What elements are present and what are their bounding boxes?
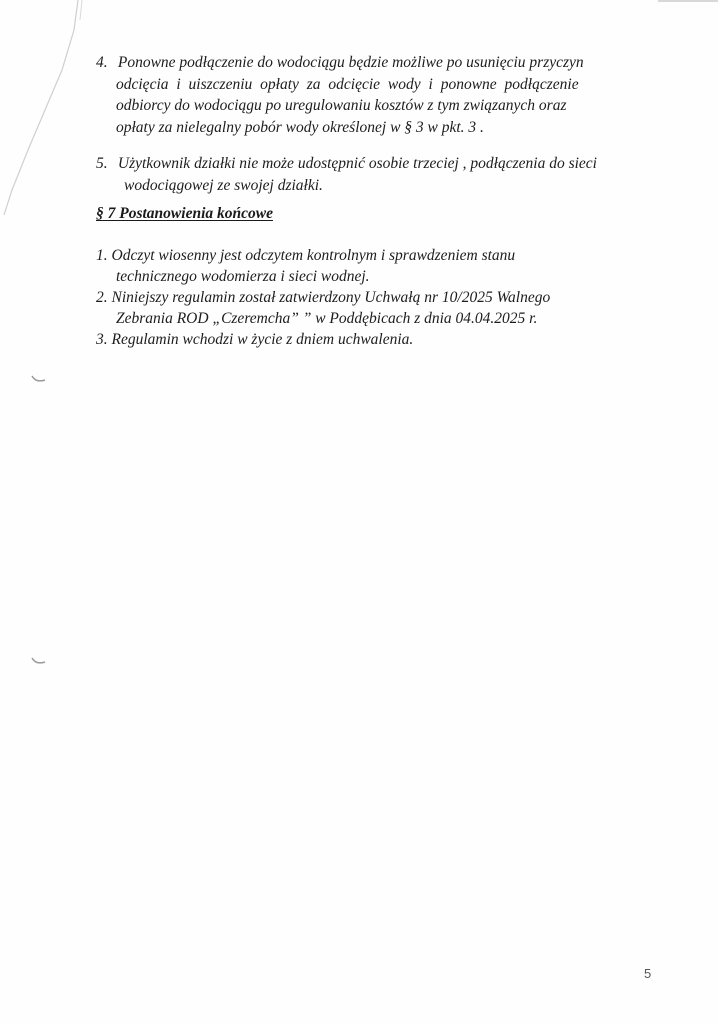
- list-item-line: [96, 52, 656, 74]
- section-heading: § 7 Postanowienia końcowe: [96, 205, 273, 222]
- list-item-text: Odczyt wiosenny jest odczytem kontrolnym i sprawdzeniem stanu: [111, 247, 516, 264]
- list-item: [96, 153, 656, 196]
- list-item-line: [96, 245, 656, 266]
- list-item-line: [96, 287, 656, 308]
- scan-edge-artifact: [0, 0, 90, 220]
- list-item-number: 3.: [96, 331, 108, 348]
- list-item-line: [96, 153, 656, 175]
- list-item-number: 2.: [96, 289, 108, 306]
- punch-hole-mark: [30, 372, 48, 384]
- list-item-line: odcięcia i uiszczeniu opłaty za odcięcie wody i ponowne podłączenie: [116, 75, 579, 93]
- list-item-text: Użytkownik działki nie może udostępnić osobie trzeciej , podłączenia do sieci: [117, 155, 597, 172]
- list-item-text: Regulamin wchodzi w życie z dniem uchwalenia.: [111, 331, 414, 348]
- punch-hole-mark: [30, 654, 48, 666]
- list-item-number: 4.: [96, 54, 108, 71]
- list-item-number: 1.: [96, 247, 108, 264]
- list-item: [96, 52, 656, 138]
- page-number: 5: [644, 966, 652, 981]
- list-item-line: opłaty za nielegalny pobór wody określonej w § 3 w pkt. 3 .: [116, 118, 484, 136]
- list-item-line: [96, 329, 656, 350]
- list-item-text: Ponowne podłączenie do wodociągu będzie możliwe po usunięciu przyczyn: [117, 54, 584, 71]
- list-item-number: 5.: [96, 155, 108, 172]
- list-item-text: Niniejszy regulamin został zatwierdzony Uchwałą nr 10/2025 Walnego: [111, 289, 551, 306]
- list-item-line: Zebrania ROD „Czeremcha” ” w Poddębicach z dnia 04.04.2025 r.: [116, 310, 538, 327]
- list-item-line: technicznego wodomierza i sieci wodnej.: [116, 268, 370, 285]
- list-item-line: wodociągowej ze swojej działki.: [124, 176, 323, 194]
- scan-top-mark: [658, 0, 718, 2]
- list-item-line: odbiorcy do wodociągu po uregulowaniu kosztów z tym związanych oraz: [116, 97, 567, 114]
- final-provisions-list: [96, 245, 656, 350]
